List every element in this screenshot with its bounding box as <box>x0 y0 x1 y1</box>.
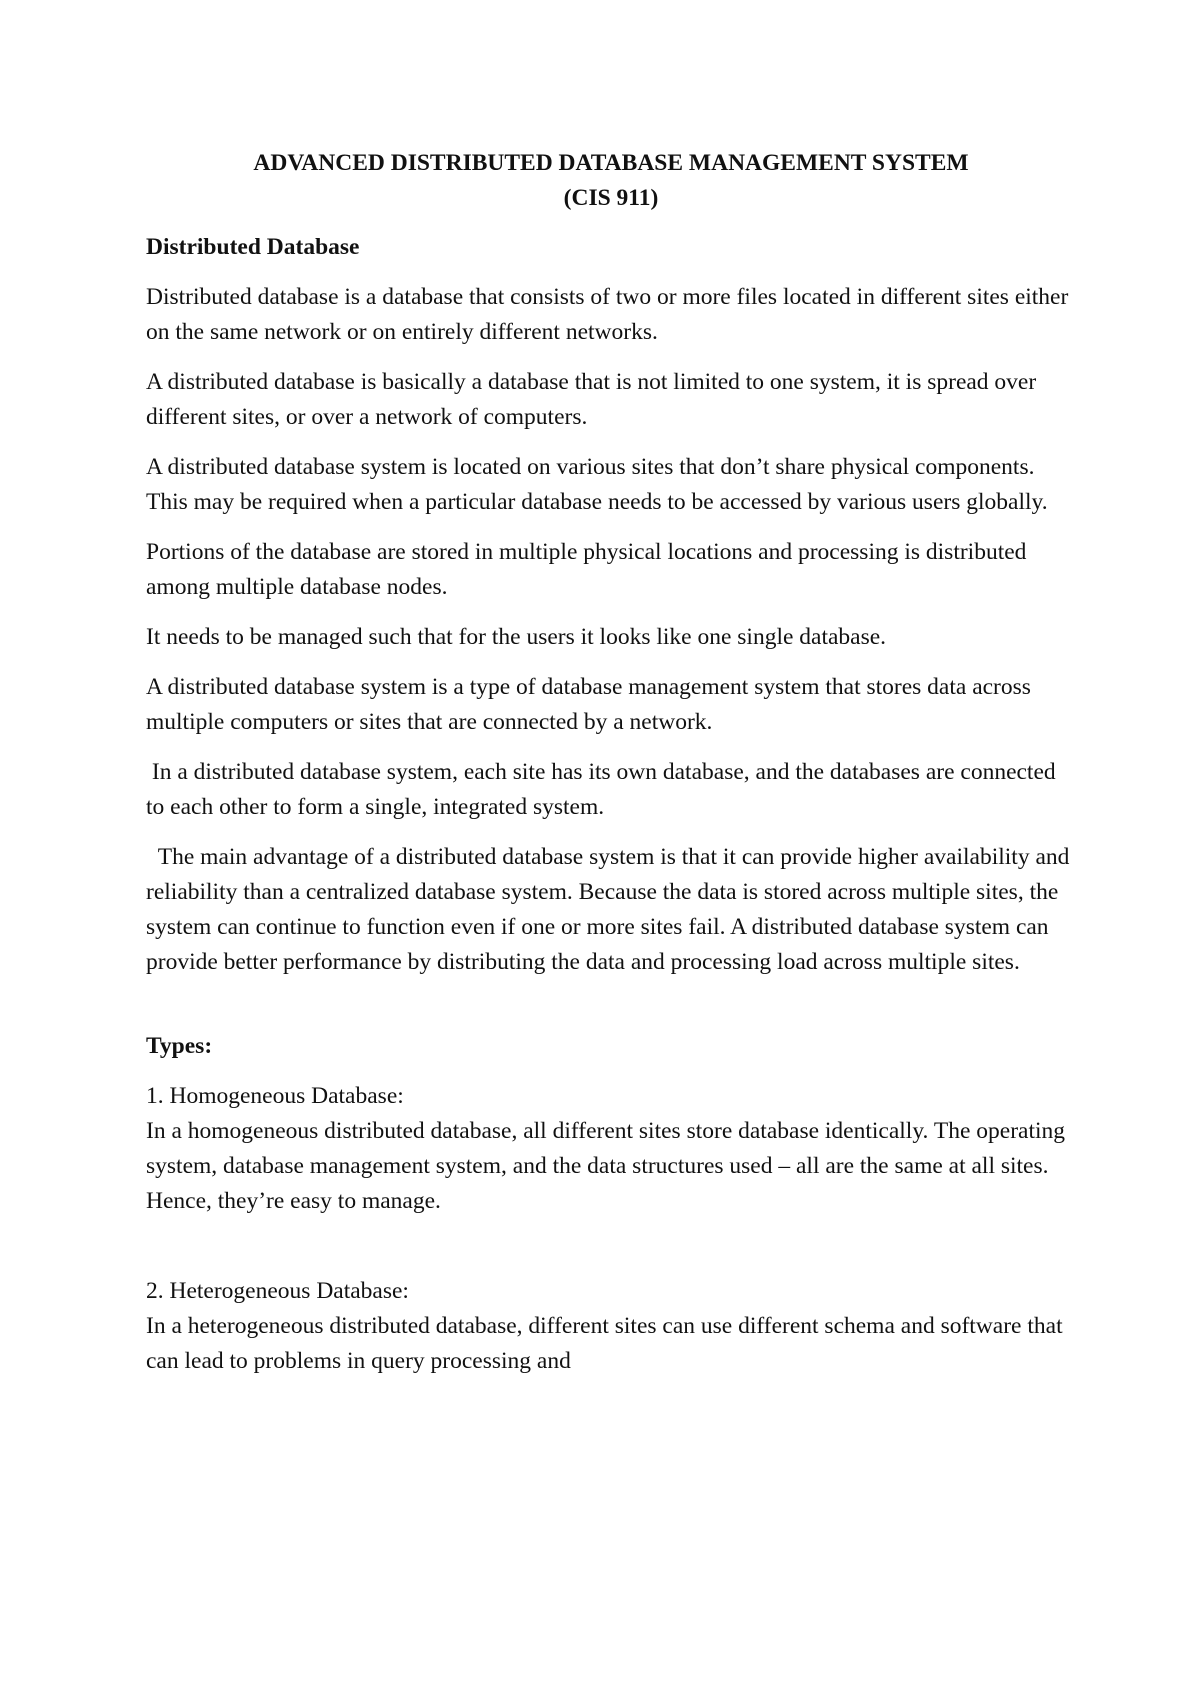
document-title <box>146 146 1076 216</box>
paragraph: Portions of the database are stored in multiple physical locations and processing is distributed among multiple database nodes. <box>146 539 1027 600</box>
spacer <box>146 1219 1076 1274</box>
type-item-heterogeneous <box>146 1274 1076 1379</box>
type-title: 1. Homogeneous Database: <box>146 1083 404 1109</box>
paragraph: A distributed database is basically a database that is not limited to one system, it is spread over different sites, or over a network of computers. <box>146 369 1037 430</box>
title-line-2: (CIS 911) <box>563 185 659 211</box>
document-page <box>146 146 1076 1379</box>
paragraph: Distributed database is a database that consists of two or more files located in different sites either on the same network or on entirely different networks. <box>146 284 1069 345</box>
section-heading: Distributed Database <box>146 234 360 260</box>
type-item-homogeneous <box>146 1079 1076 1219</box>
paragraph: The main advantage of a distributed database system is that it can provide higher availability and reliability than a centralized database system. Because the data is stored across multiple sites, the system can continue to function even if one or more sites fail. A distributed database system can provide better performance by distributing the data and processing load across multiple sites. <box>146 844 1076 975</box>
type-title: 2. Heterogeneous Database: <box>146 1278 409 1304</box>
type-body: In a homogeneous distributed database, all different sites store database identically. The operating system, database management system, and the data structures used – all are the same at all sites. Hence, they’re easy to manage. <box>146 1118 1066 1214</box>
type-body: In a heterogeneous distributed database, different sites can use different schema and software that can lead to problems in query processing and <box>146 1313 1063 1374</box>
types-heading: Types: <box>146 1033 213 1059</box>
paragraph: A distributed database system is a type of database management system that stores data across multiple computers or sites that are connected by a network. <box>146 674 1037 735</box>
paragraph: A distributed database system is located on various sites that don’t share physical components. This may be required when a particular database needs to be accessed by various users globally. <box>146 454 1048 515</box>
paragraph: It needs to be managed such that for the users it looks like one single database. <box>146 624 887 650</box>
paragraph: In a distributed database system, each site has its own database, and the databases are connected to each other to form a single, integrated system. <box>146 759 1062 820</box>
spacer <box>146 995 1076 1029</box>
title-line-1: ADVANCED DISTRIBUTED DATABASE MANAGEMENT SYSTEM <box>253 150 969 176</box>
